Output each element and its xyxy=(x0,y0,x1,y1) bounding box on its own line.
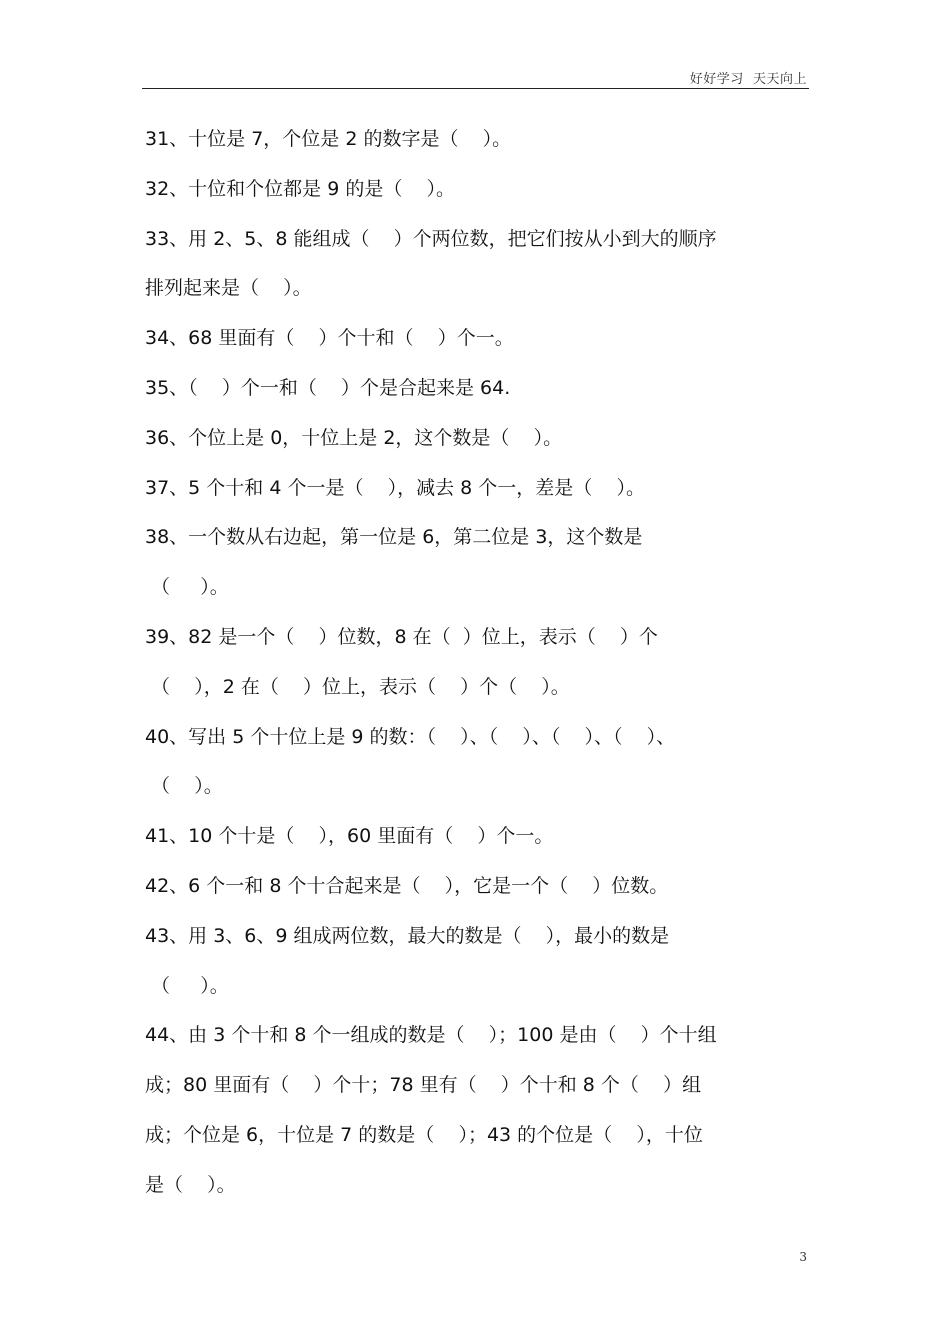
question-44: 44、由 3 个十和 8 个一组成的数是（ ）；100 是由（ ）个十组 xyxy=(145,1024,717,1047)
question-41: 41、10 个十是（ ），60 里面有（ ）个一。 xyxy=(145,825,554,848)
question-34: 34、68 里面有（ ）个十和（ ）个一。 xyxy=(145,327,514,350)
question-42: 42、6 个一和 8 个十合起来是（ ），它是一个（ ）位数。 xyxy=(145,874,669,897)
question-43: 43、用 3、6、9 组成两位数，最大的数是（ ），最小的数是 xyxy=(145,924,670,947)
question-35: 35、（ ）个一和（ ）个是合起来是 64. xyxy=(145,376,511,399)
header-divider xyxy=(142,88,809,89)
question-38: 38、一个数从右边起，第一位是 6，第二位是 3，这个数是 xyxy=(145,526,643,549)
header-motto: 好好学习 天天向上 xyxy=(689,72,807,87)
question-33-continued: 排列起来是（ ）。 xyxy=(145,277,312,300)
question-37: 37、5 个十和 4 个一是（ ），减去 8 个一，差是（ ）。 xyxy=(145,476,645,499)
question-43-continued: （ ）。 xyxy=(145,974,229,997)
question-31: 31、十位是 7，个位是 2 的数字是（ ）。 xyxy=(145,128,512,150)
question-list xyxy=(145,115,811,1211)
question-39-continued: （ ），2 在（ ）位上，表示（ ）个（ ）。 xyxy=(145,675,570,698)
question-44-continued-3: 是（ ）。 xyxy=(145,1173,236,1196)
page-number: 3 xyxy=(799,1250,807,1264)
question-40: 40、写出 5 个十位上是 9 的数：（ ）、（ ）、（ ）、（ ）、 xyxy=(145,725,676,748)
question-32: 32、十位和个位都是 9 的是（ ）。 xyxy=(145,177,456,200)
question-40-continued: （ ）。 xyxy=(145,775,223,798)
question-44-continued-1: 成；80 里面有（ ）个十；78 里有（ ）个十和 8 个（ ）组 xyxy=(145,1074,702,1097)
question-39: 39、82 是一个（ ）位数，8 在（ ）位上，表示（ ）个 xyxy=(145,625,658,648)
question-44-continued-2: 成；个位是 6，十位是 7 的数是（ ）；43 的个位是（ ），十位 xyxy=(145,1123,703,1146)
question-33: 33、用 2、5、8 能组成（ ）个两位数，把它们按从小到大的顺序 xyxy=(145,227,717,250)
question-36: 36、个位上是 0，十位上是 2，这个数是（ ）。 xyxy=(145,426,563,449)
question-38-continued: （ ）。 xyxy=(145,576,229,599)
